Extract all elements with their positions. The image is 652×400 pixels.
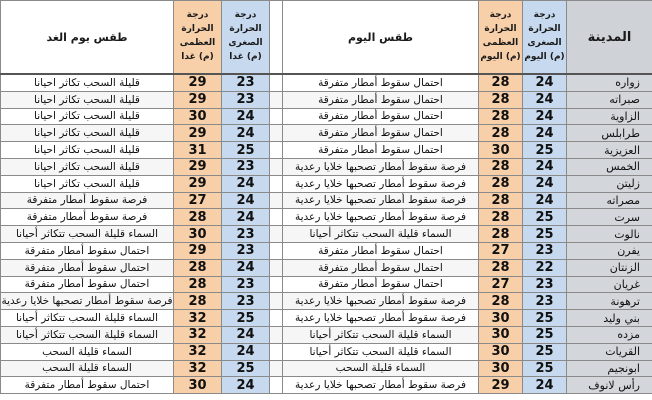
header-tomorrow-min-line2: الحرارة (229, 24, 262, 35)
tomorrow-max-cell: 29 (174, 125, 222, 142)
gap-cell (270, 91, 283, 108)
table-row (1, 377, 652, 394)
table-row (1, 343, 652, 360)
city-cell: زليتن (567, 175, 652, 192)
today-max-cell: 28 (479, 192, 523, 209)
header-tomorrow-min (222, 1, 270, 75)
tomorrow-max-cell: 30 (174, 108, 222, 125)
today-min-cell: 24 (523, 108, 567, 125)
tomorrow-min-cell: 24 (222, 125, 270, 142)
column-gap (270, 1, 283, 75)
header-tomorrow-max-line1: درجة (186, 10, 209, 21)
tomorrow-weather-cell: قليلة السحب تكاثر احيانا (1, 74, 174, 91)
today-weather-cell: احتمال سقوط أمطار متفرقة (283, 74, 479, 91)
header-today-max-line2: الحرارة (484, 24, 517, 35)
table-row (1, 360, 652, 377)
header-tomorrow-max-line2: الحرارة (181, 24, 214, 35)
today-weather-cell: احتمال سقوط أمطار متفرقة (283, 108, 479, 125)
today-min-cell: 24 (523, 74, 567, 91)
today-max-cell: 28 (479, 158, 523, 175)
table-row (1, 142, 652, 159)
today-weather-cell: فرصة سقوط أمطار تصحبها خلايا رعدية (283, 310, 479, 327)
today-weather-cell: فرصة سقوط أمطار تصحبها خلايا رعدية (283, 209, 479, 226)
gap-cell (270, 377, 283, 394)
today-max-cell: 28 (479, 293, 523, 310)
gap-cell (270, 226, 283, 243)
city-cell: ترهونة (567, 293, 652, 310)
tomorrow-weather-cell: السماء قليلة السحب تتكاثر أحيانا (1, 310, 174, 327)
today-min-cell: 24 (523, 158, 567, 175)
gap-cell (270, 326, 283, 343)
table-row (1, 276, 652, 293)
tomorrow-min-cell: 23 (222, 158, 270, 175)
tomorrow-min-cell: 24 (222, 192, 270, 209)
today-min-cell: 22 (523, 259, 567, 276)
today-min-cell: 23 (523, 242, 567, 259)
header-today-max-line1: درجة (489, 10, 512, 21)
table-row (1, 259, 652, 276)
table-row (1, 74, 652, 91)
header-today-max (479, 1, 523, 75)
tomorrow-weather-cell: قليلة السحب تكاثر احيانا (1, 125, 174, 142)
gap-cell (270, 74, 283, 91)
tomorrow-max-cell: 32 (174, 343, 222, 360)
tomorrow-min-cell: 24 (222, 326, 270, 343)
tomorrow-weather-cell: قليلة السحب تكاثر احيانا (1, 175, 174, 192)
header-today-max-line3: العظمى (482, 38, 519, 48)
tomorrow-weather-cell: السماء قليلة السحب (1, 360, 174, 377)
today-weather-cell: احتمال سقوط أمطار متفرقة (283, 91, 479, 108)
city-cell: الخمس (567, 158, 652, 175)
tomorrow-min-cell: 24 (222, 377, 270, 394)
today-weather-cell: فرصة سقوط أمطار تصحبها خلايا رعدية (283, 192, 479, 209)
header-today-min (523, 1, 567, 75)
today-min-cell: 25 (523, 360, 567, 377)
tomorrow-max-cell: 29 (174, 175, 222, 192)
gap-cell (270, 142, 283, 159)
today-min-cell: 25 (523, 226, 567, 243)
today-max-cell: 27 (479, 276, 523, 293)
gap-cell (270, 293, 283, 310)
table-row (1, 293, 652, 310)
tomorrow-weather-cell: قليلة السحب تكاثر احيانا (1, 158, 174, 175)
tomorrow-max-cell: 30 (174, 226, 222, 243)
header-tomorrow-min-line4: (م) غدا (229, 51, 262, 62)
header-city: المدينة (567, 1, 652, 75)
tomorrow-min-cell: 24 (222, 259, 270, 276)
today-max-cell: 28 (479, 226, 523, 243)
today-min-cell: 25 (523, 142, 567, 159)
table-row (1, 91, 652, 108)
header-tomorrow-weather: طقس يوم الغد (1, 1, 174, 75)
today-min-cell: 25 (523, 326, 567, 343)
today-weather-cell: احتمال سقوط أمطار متفرقة (283, 142, 479, 159)
tomorrow-max-cell: 28 (174, 293, 222, 310)
header-tomorrow-min-line1: درجة (234, 10, 257, 21)
tomorrow-max-cell: 27 (174, 192, 222, 209)
city-cell: سرت (567, 209, 652, 226)
tomorrow-max-cell: 29 (174, 74, 222, 91)
tomorrow-weather-cell: فرصة سقوط أمطار متفرقة (1, 192, 174, 209)
today-max-cell: 28 (479, 175, 523, 192)
today-min-cell: 24 (523, 175, 567, 192)
header-today-min-line1: درجة (533, 10, 556, 21)
header-tomorrow-max (174, 1, 222, 75)
table-row (1, 125, 652, 142)
city-cell: الزاوية (567, 108, 652, 125)
city-cell: الزنتان (567, 259, 652, 276)
header-tomorrow-min-line3: الصغرى (228, 38, 263, 48)
today-weather-cell: احتمال سقوط أمطار متفرقة (283, 242, 479, 259)
today-max-cell: 30 (479, 360, 523, 377)
today-max-cell: 28 (479, 125, 523, 142)
gap-cell (270, 259, 283, 276)
tomorrow-weather-cell: السماء قليلة السحب تتكاثر أحيانا (1, 326, 174, 343)
today-max-cell: 28 (479, 91, 523, 108)
city-cell: يفرن (567, 242, 652, 259)
header-today-min-line3: الصغرى (527, 38, 562, 48)
gap-cell (270, 192, 283, 209)
tomorrow-min-cell: 24 (222, 175, 270, 192)
today-weather-cell: احتمال سقوط أمطار متفرقة (283, 125, 479, 142)
city-cell: زواره (567, 74, 652, 91)
header-today-max-line4: (م) اليوم (480, 51, 521, 62)
tomorrow-weather-cell: السماء قليلة السحب تتكاثر أحيانا (1, 226, 174, 243)
today-max-cell: 28 (479, 108, 523, 125)
city-cell: ابونجيم (567, 360, 652, 377)
tomorrow-max-cell: 29 (174, 91, 222, 108)
header-today-min-line2: الحرارة (528, 24, 561, 35)
today-min-cell: 23 (523, 293, 567, 310)
tomorrow-min-cell: 25 (222, 360, 270, 377)
tomorrow-max-cell: 32 (174, 360, 222, 377)
today-weather-cell: احتمال سقوط أمطار متفرقة (283, 259, 479, 276)
tomorrow-min-cell: 25 (222, 142, 270, 159)
today-weather-cell: السماء قليلة السحب تتكاثر أحيانا (283, 343, 479, 360)
tomorrow-min-cell: 23 (222, 293, 270, 310)
today-max-cell: 30 (479, 326, 523, 343)
tomorrow-min-cell: 23 (222, 276, 270, 293)
tomorrow-max-cell: 28 (174, 276, 222, 293)
header-row (1, 1, 652, 75)
tomorrow-max-cell: 29 (174, 158, 222, 175)
tomorrow-weather-cell: فرصة سقوط أمطار تصحبها خلايا رعدية (1, 293, 174, 310)
tomorrow-min-cell: 23 (222, 74, 270, 91)
today-min-cell: 24 (523, 125, 567, 142)
gap-cell (270, 310, 283, 327)
city-cell: نالوت (567, 226, 652, 243)
today-min-cell: 25 (523, 310, 567, 327)
gap-cell (270, 158, 283, 175)
today-min-cell: 24 (523, 91, 567, 108)
table-row (1, 310, 652, 327)
today-min-cell: 24 (523, 377, 567, 394)
tomorrow-max-cell: 28 (174, 259, 222, 276)
tomorrow-min-cell: 23 (222, 242, 270, 259)
city-cell: صبراته (567, 91, 652, 108)
gap-cell (270, 343, 283, 360)
table-row (1, 242, 652, 259)
today-min-cell: 25 (523, 343, 567, 360)
tomorrow-min-cell: 24 (222, 209, 270, 226)
today-weather-cell: السماء قليلة السحب تتكاثر أحيانا (283, 226, 479, 243)
today-weather-cell: السماء قليلة السحب تتكاثر أحيانا (283, 326, 479, 343)
tomorrow-max-cell: 32 (174, 326, 222, 343)
city-cell: رأس لانوف (567, 377, 652, 394)
gap-cell (270, 125, 283, 142)
today-max-cell: 30 (479, 142, 523, 159)
gap-cell (270, 276, 283, 293)
table-row (1, 158, 652, 175)
tomorrow-max-cell: 32 (174, 310, 222, 327)
gap-cell (270, 242, 283, 259)
today-max-cell: 28 (479, 209, 523, 226)
today-min-cell: 25 (523, 209, 567, 226)
tomorrow-weather-cell: احتمال سقوط أمطار متفرقة (1, 242, 174, 259)
today-min-cell: 24 (523, 192, 567, 209)
table-row (1, 226, 652, 243)
today-max-cell: 27 (479, 242, 523, 259)
today-max-cell: 28 (479, 259, 523, 276)
tomorrow-weather-cell: احتمال سقوط أمطار متفرقة (1, 377, 174, 394)
city-cell: غريان (567, 276, 652, 293)
header-tomorrow-max-line3: العظمى (179, 38, 216, 48)
today-weather-cell: فرصة سقوط أمطار تصحبها خلايا رعدية (283, 293, 479, 310)
tomorrow-weather-cell: السماء قليلة السحب (1, 343, 174, 360)
city-cell: بني وليد (567, 310, 652, 327)
header-today-min-line4: (م) اليوم (524, 51, 565, 62)
today-max-cell: 28 (479, 74, 523, 91)
tomorrow-max-cell: 29 (174, 242, 222, 259)
header-tomorrow-max-line4: (م) غدا (181, 51, 214, 62)
tomorrow-max-cell: 31 (174, 142, 222, 159)
gap-cell (270, 108, 283, 125)
today-max-cell: 29 (479, 377, 523, 394)
tomorrow-max-cell: 28 (174, 209, 222, 226)
tomorrow-weather-cell: فرصة سقوط أمطار متفرقة (1, 209, 174, 226)
city-cell: مزده (567, 326, 652, 343)
tomorrow-weather-cell: قليلة السحب تكاثر احيانا (1, 142, 174, 159)
city-cell: مصراته (567, 192, 652, 209)
city-cell: طرابلس (567, 125, 652, 142)
today-max-cell: 30 (479, 310, 523, 327)
gap-cell (270, 360, 283, 377)
gap-cell (270, 175, 283, 192)
table-row (1, 209, 652, 226)
tomorrow-max-cell: 30 (174, 377, 222, 394)
tomorrow-min-cell: 23 (222, 91, 270, 108)
today-max-cell: 30 (479, 343, 523, 360)
table-row (1, 108, 652, 125)
header-today-weather: طقس اليوم (283, 1, 479, 75)
city-cell: العزيزية (567, 142, 652, 159)
today-weather-cell: فرصة سقوط أمطار تصحبها خلايا رعدية (283, 175, 479, 192)
today-weather-cell: السماء قليلة السحب (283, 360, 479, 377)
table-body (1, 74, 652, 394)
tomorrow-weather-cell: احتمال سقوط أمطار متفرقة (1, 259, 174, 276)
today-weather-cell: فرصة سقوط أمطار تصحبها خلايا رعدية (283, 158, 479, 175)
tomorrow-min-cell: 25 (222, 310, 270, 327)
tomorrow-min-cell: 24 (222, 343, 270, 360)
table-row (1, 192, 652, 209)
today-min-cell: 23 (523, 276, 567, 293)
tomorrow-weather-cell: احتمال سقوط أمطار متفرقة (1, 276, 174, 293)
gap-cell (270, 209, 283, 226)
table-row (1, 175, 652, 192)
today-weather-cell: احتمال سقوط أمطار متفرقة (283, 276, 479, 293)
today-weather-cell: فرصة سقوط أمطار تصحبها خلايا رعدية (283, 377, 479, 394)
table-row (1, 326, 652, 343)
tomorrow-weather-cell: قليلة السحب تكاثر احيانا (1, 108, 174, 125)
tomorrow-weather-cell: قليلة السحب تكاثر احيانا (1, 91, 174, 108)
tomorrow-min-cell: 23 (222, 226, 270, 243)
tomorrow-min-cell: 24 (222, 108, 270, 125)
city-cell: القريات (567, 343, 652, 360)
